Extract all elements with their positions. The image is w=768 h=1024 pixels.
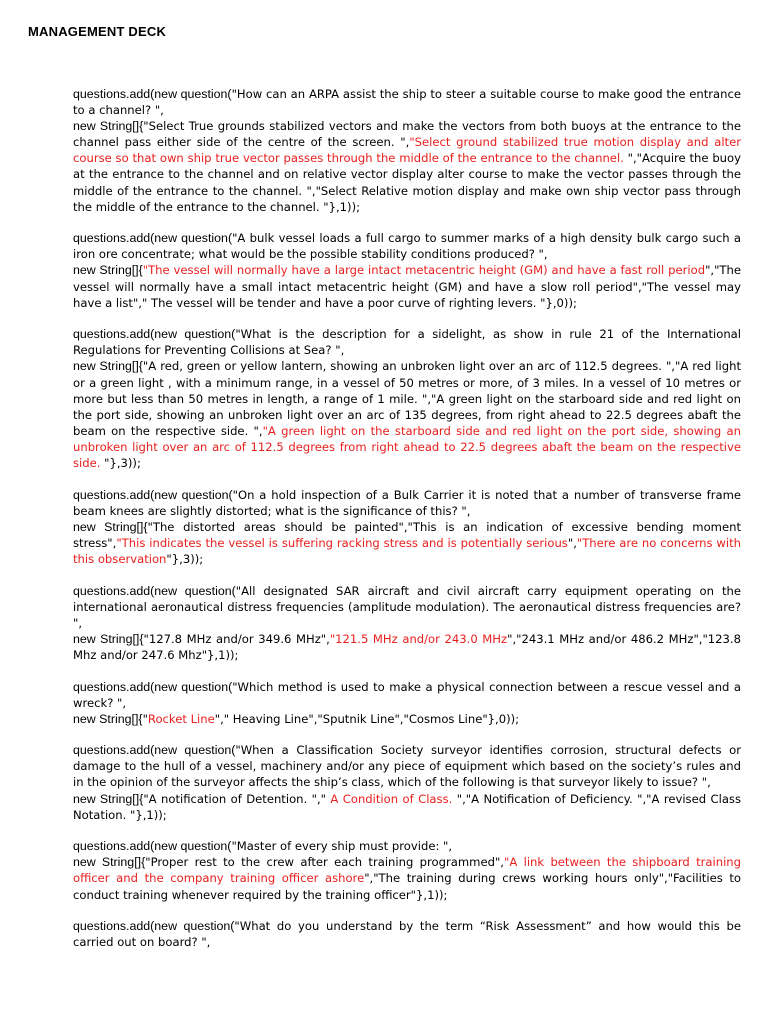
question-text: "What is the description for a sidelight, as show in rule 21 of the International Regulations for Preventing Collisions at Sea? ", (73, 327, 741, 358)
question-text: "Master of every ship must provide: ", (231, 839, 453, 854)
question-block (73, 838, 741, 902)
code-prefix: questions.add(new question( (73, 839, 232, 854)
question-block (73, 326, 741, 471)
correct-answer: "121.5 MHz and/or 243.0 MHz (329, 631, 508, 646)
question-text: "A bulk vessel loads a full cargo to summer marks of a high density bulk cargo such a iron ore concentrate; what would be the possible stability conditions produced? ", (73, 231, 742, 262)
code-prefix: new String[]{ (73, 791, 144, 806)
code-prefix: new String[]{ (73, 631, 144, 646)
code-prefix: questions.add(new question( (73, 919, 235, 934)
answer-text: "Select True grounds stabilized vectors and make the vectors from both buoys at the entrance to the channel pass either side of the centre of the screen. ", (73, 119, 741, 150)
code-prefix: new String[]{ (73, 711, 143, 726)
question-block (73, 583, 741, 663)
answer-text: "},3)); (104, 455, 141, 470)
question-block (73, 86, 741, 215)
correct-answer: A Condition of Class. (325, 791, 457, 806)
page-title: MANAGEMENT DECK (28, 24, 167, 39)
code-prefix: new String[]{ (73, 855, 146, 870)
code-prefix: questions.add(new question( (73, 487, 233, 502)
code-prefix: new String[]{ (73, 263, 143, 278)
correct-answer: Rocket Line (147, 711, 215, 726)
question-block (73, 679, 741, 727)
question-block (73, 230, 741, 310)
code-prefix: questions.add(new question( (73, 743, 236, 758)
code-prefix: new String[]{ (73, 519, 148, 534)
code-prefix: new String[]{ (73, 119, 144, 134)
answer-text: ","Acquire the buoy at the entrance to the channel and on relative vector display alter course to make the vector passes through the middle of the entrance to the channel. ","Select Relative motion display and make own ship vector pass through the middle of the entrance to the channel. "},1)); (73, 151, 741, 214)
answer-text: "127.8 MHz and/or 349.6 MHz", (143, 631, 330, 646)
answer-text: "},3)); (166, 551, 204, 566)
code-prefix: new String[]{ (73, 359, 143, 374)
code-prefix: questions.add(new question( (73, 327, 236, 342)
answer-text: "A notification of Detention. "," (143, 791, 326, 806)
answer-text: "The distorted areas should be painted","This is an indication of excessive bending moment stress", (73, 519, 741, 550)
question-text: "All designated SAR aircraft and civil aircraft carry equipment operating on the international aeronautical distress frequencies (amplitude modulation). The aeronautical distress frequencies are? ", (73, 583, 741, 630)
correct-answer: "There are no concerns with this observation (73, 535, 741, 566)
answer-text: "A red, green or yellow lantern, showing an unbroken light over an arc of 112.5 degrees. ","A red light or a green light , with a minimum range, in a vessel of 50 metres or more, of 3 miles. In a vessel of 10 metres or more but less than 50 metres in length, a range of 1 mile. ","A green light on the starboard side and red light on the port side, showing an unbroken light over an arc of 135 degrees, from right ahead to 22.5 degrees abaft the beam on the respective side. ", (73, 359, 741, 438)
answer-text: ","The training during crews working hours only","Facilities to conduct training whenever required by the training officer"},1)); (73, 871, 741, 902)
correct-answer: "The vessel will normally have a large intact metacentric height (GM) and have a fast roll period (142, 263, 706, 278)
question-text: "When a Classification Society surveyor identifies corrosion, structural defects or damage to the hull of a vessel, machinery and/or any piece of equipment which based on the society’s rules and in the opinion of the surveyor affects the ship’s class, which of the following is that surveyor likely to issue? ", (73, 743, 741, 790)
code-prefix: questions.add(new question( (73, 583, 236, 598)
question-block (73, 918, 741, 950)
document-body (73, 86, 741, 966)
answer-text: ","A Notification of Deficiency. ","A revised Class Notation. "},1)); (73, 791, 742, 822)
correct-answer: "Select ground stabilized true motion display and alter course so that own ship true vector passes through the middle of the entrance to the channel. (73, 135, 741, 166)
correct-answer: "This indicates the vessel is suffering racking stress and is potentially serious (116, 535, 568, 550)
question-text: "On a hold inspection of a Bulk Carrier it is noted that a number of transverse frame beam knees are slightly distorted; what is the significance of this? ", (73, 487, 741, 518)
question-text: "How can an ARPA assist the ship to steer a suitable course to make good the entrance to a channel? ", (73, 87, 741, 118)
question-text: "Which method is used to make a physical connection between a rescue vessel and a wreck? ", (73, 679, 741, 710)
answer-text: ", (567, 535, 577, 550)
correct-answer: "A green light on the starboard side and red light on the port side, showing an unbroken light over an arc of 112.5 degrees from right ahead to 22.5 degrees abaft the beam on the respective side. (73, 423, 741, 470)
answer-text: ","The vessel will normally have a small intact metacentric height (GM) and have a slow roll period","The vessel may have a list"," The vessel will be tender and have a poor curve of righting levers. "},0)); (73, 263, 741, 310)
code-prefix: questions.add(new question( (73, 87, 232, 101)
answer-text: ","243.1 MHz and/or 486.2 MHz","123.8 Mhz and/or 247.6 Mhz"},1)); (73, 631, 741, 662)
answer-text: "Proper rest to the crew after each training programmed", (145, 855, 504, 870)
answer-text: "," Heaving Line","Sputnik Line","Cosmos Line"},0)); (214, 711, 520, 726)
question-block (73, 487, 741, 567)
code-prefix: questions.add(new question( (73, 231, 233, 246)
answer-text: " (142, 711, 148, 726)
question-block (73, 742, 741, 822)
code-prefix: questions.add(new question( (73, 679, 233, 694)
question-text: "What do you understand by the term “Risk Assessment” and how would this be carried out on board? ", (73, 919, 741, 950)
correct-answer: "A link between the shipboard training officer and the company training officer ashore (73, 855, 741, 886)
